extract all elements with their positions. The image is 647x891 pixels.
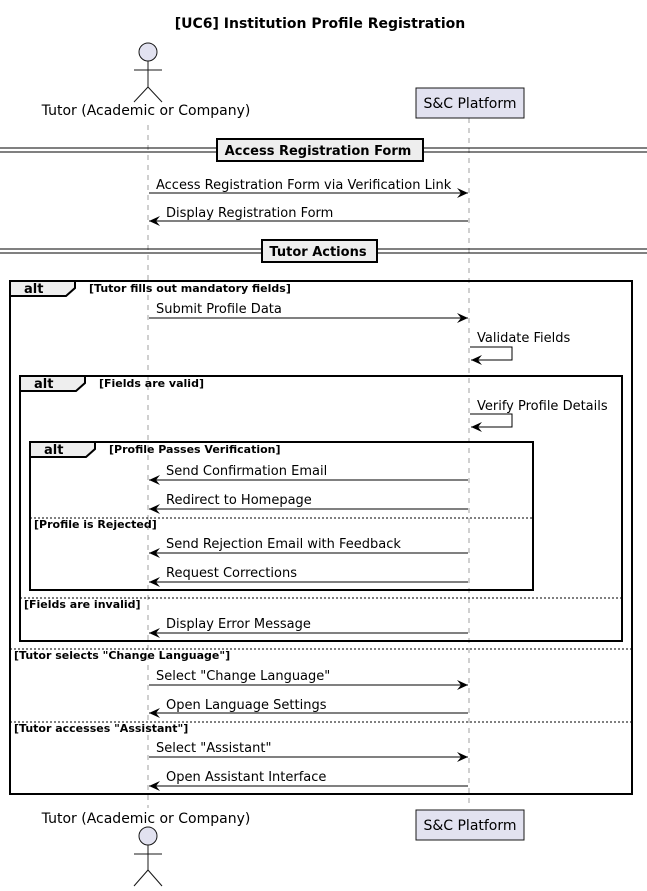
self-message-arrow [470, 347, 512, 360]
actor-head-icon [139, 827, 157, 845]
message-label: Display Error Message [166, 617, 311, 632]
outer-guard-1: [Tutor fills out mandatory fields] [89, 282, 291, 295]
inner-alt-label: alt [44, 443, 64, 458]
message-label: Select "Change Language" [156, 669, 331, 684]
diagram-title: [UC6] Institution Profile Registration [174, 16, 466, 32]
outer-guard-3: [Tutor accesses "Assistant"] [14, 722, 189, 735]
middle-alt-label: alt [34, 377, 54, 392]
inner-guard-1: [Profile Passes Verification] [109, 443, 281, 456]
message-label: Request Corrections [166, 566, 297, 581]
platform-label-bottom: S&C Platform [423, 818, 517, 834]
tutor-actor-top [41, 43, 251, 119]
middle-guard-2: [Fields are invalid] [24, 598, 141, 611]
tutor-label-bottom: Tutor (Academic or Company) [41, 811, 251, 827]
outer-guard-2: [Tutor selects "Change Language"] [14, 649, 231, 662]
divider-access-label: Access Registration Form [224, 144, 412, 159]
message-label: Redirect to Homepage [166, 493, 312, 508]
message-label: Access Registration Form via Verification Link [156, 178, 452, 193]
message-label: Send Confirmation Email [166, 464, 328, 479]
actor-head-icon [139, 43, 157, 61]
message-label: Send Rejection Email with Feedback [166, 537, 401, 552]
middle-guard-1: [Fields are valid] [99, 377, 204, 390]
tutor-label-top: Tutor (Academic or Company) [41, 103, 251, 119]
message-label: Verify Profile Details [477, 399, 608, 414]
divider-actions-label: Tutor Actions [269, 245, 367, 260]
platform-participant-bottom [416, 810, 524, 840]
self-message-arrow [470, 414, 512, 427]
message-label: Open Language Settings [166, 698, 327, 713]
message-label: Select "Assistant" [156, 741, 272, 756]
inner-guard-2: [Profile is Rejected] [34, 518, 157, 531]
platform-label-top: S&C Platform [423, 96, 517, 112]
message-label: Submit Profile Data [156, 302, 282, 317]
message-label: Display Registration Form [166, 206, 334, 221]
message-label: Open Assistant Interface [166, 770, 327, 785]
platform-participant-top [416, 88, 524, 118]
message-label: Validate Fields [477, 331, 571, 346]
divider-access [0, 139, 647, 161]
outer-alt-label: alt [24, 282, 44, 297]
tutor-actor-bottom [41, 811, 251, 886]
divider-actions [0, 240, 647, 262]
